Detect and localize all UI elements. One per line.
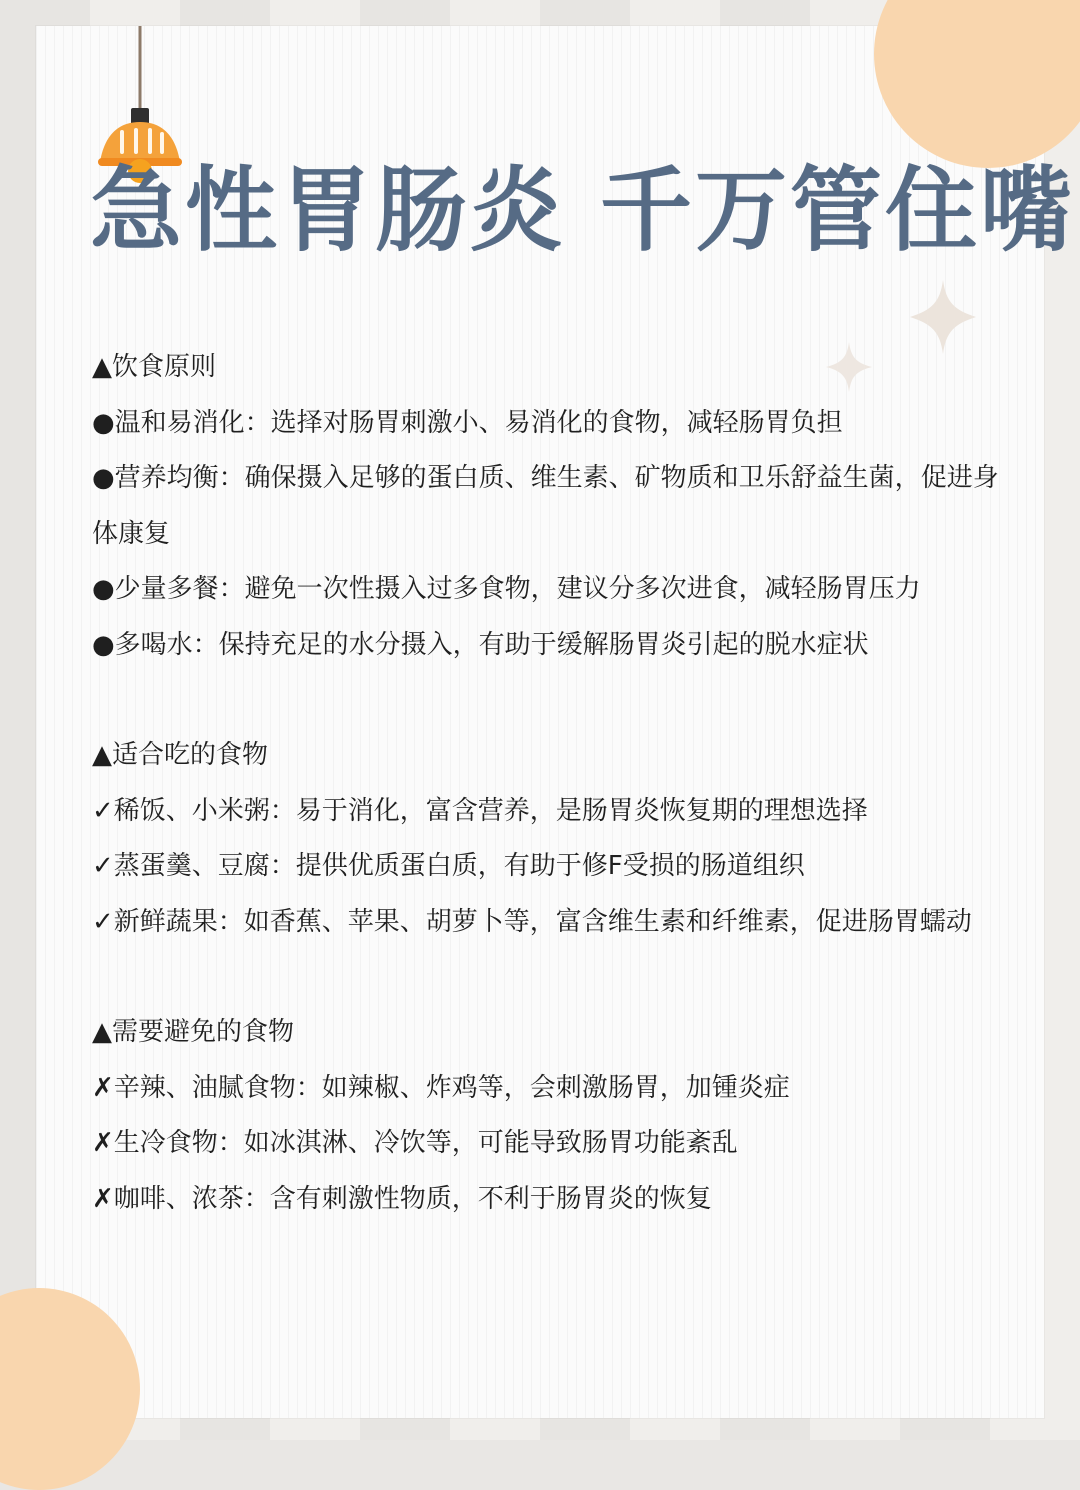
list-item: ✗咖啡、浓茶：含有刺激性物质，不利于肠胃炎的恢复	[92, 1183, 712, 1214]
top-right-circle-decoration	[874, 0, 1080, 168]
section-recommended-foods	[92, 728, 1022, 950]
list-item: ✓蒸蛋羹、豆腐：提供优质蛋白质，有助于修F受损的肠道组织	[92, 851, 805, 881]
list-item: ✗生冷食物：如冰淇淋、冷饮等，可能导致肠胃功能紊乱	[92, 1128, 738, 1158]
article-content	[92, 340, 1022, 1227]
list-item: ✓稀饭、小米粥：易于消化，富含营养，是肠胃炎恢复期的理想选择	[92, 795, 868, 826]
list-item: ●多喝水：保持充足的水分摄入，有助于缓解肠胃炎引起的脱水症状	[92, 629, 869, 660]
bottom-left-circle-decoration	[0, 1288, 140, 1490]
list-item: ●少量多餐：避免一次性摄入过多食物，建议分多次进食，减轻肠胃压力	[92, 574, 921, 604]
section-foods-to-avoid	[92, 1005, 1022, 1227]
page-title: 急性胃肠炎 千万管住嘴	[90, 157, 1076, 264]
section-heading: ▲适合吃的食物	[92, 740, 268, 770]
list-item: ✗辛辣、油腻食物：如辣椒、炸鸡等，会刺激肠胃，加锺炎症	[92, 1072, 790, 1103]
list-item: ●营养均衡：确保摄入足够的蛋白质、维生素、矿物质和卫乐舒益生菌，促进身体康复	[92, 463, 999, 549]
list-item: ✓新鲜蔬果：如香蕉、苹果、胡萝卜等，富含维生素和纤维素，促进肠胃蠕动	[92, 906, 972, 937]
list-item: ●温和易消化：选择对肠胃刺激小、易消化的食物，减轻肠胃负担	[92, 407, 843, 438]
section-heading: ▲饮食原则	[92, 352, 216, 382]
section-heading: ▲需要避免的食物	[92, 1017, 294, 1047]
section-diet-principles	[92, 340, 1022, 673]
